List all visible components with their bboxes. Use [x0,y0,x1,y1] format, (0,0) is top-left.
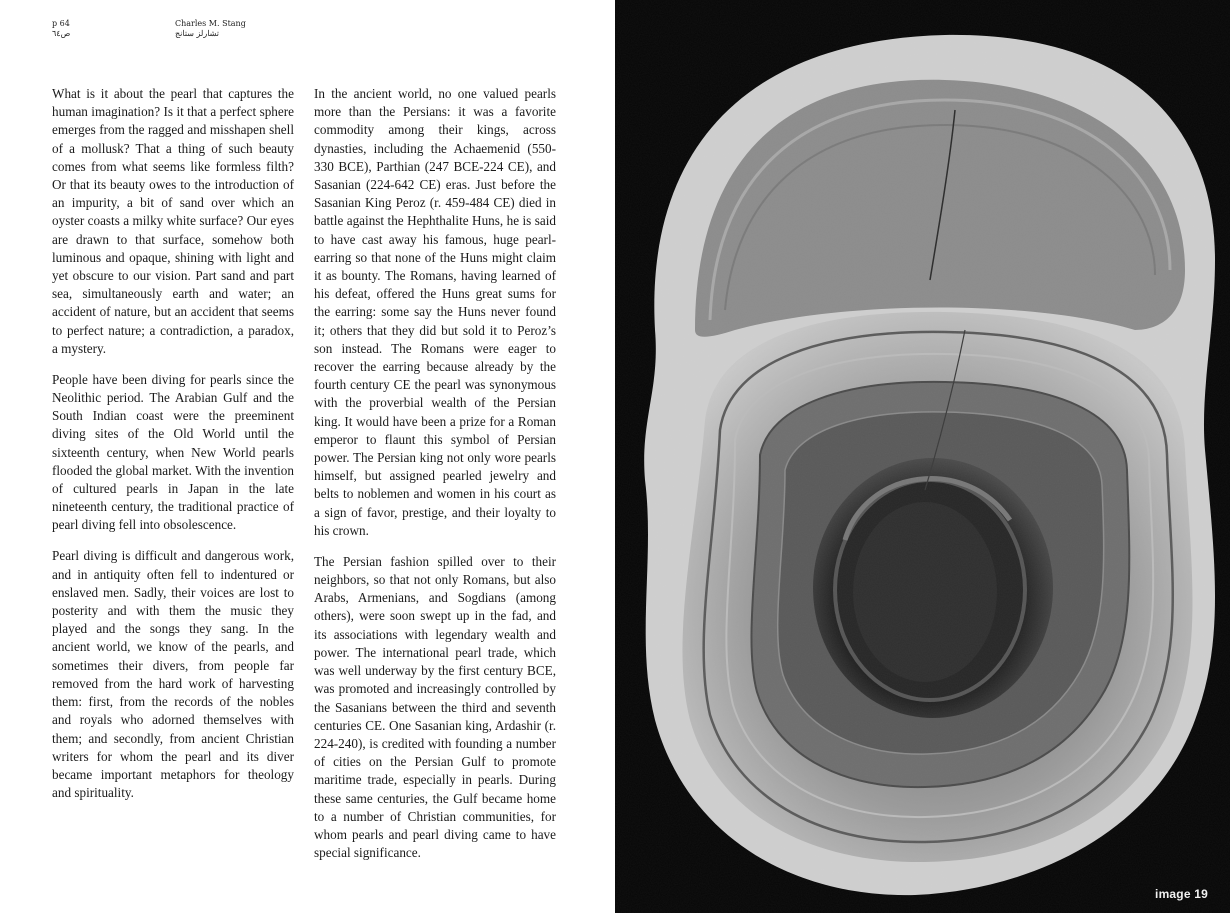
text-column-2 [314,85,556,875]
paragraph: The Persian fashion spilled over to their neighbors, so that not only Romans, but also Arabs, Armenians, and Sogdians (among others), were soon swept up in the fad, and its associations with legendary wealth and power. The international pearl trade, which was well underway by the first century BCE, was promoted and increasingly controlled by the Sasanians between the third and seventh centuries CE. One Sasanian king, Ardashir (r. 224-240), is credited with founding a number of cities on the Persian Gulf to promote maritime trade, especially in pearls. During these same centuries, the Gulf became home to a number of Christian communities, for whom pearls and pearl diving came to have special significance. [314,553,556,861]
image-page [615,0,1230,913]
page-number-arabic: ص٦٤ [52,29,71,38]
author-name: Charles M. Stang [175,19,246,28]
pearl-cross-section-image [615,0,1230,913]
page-number-latin: p 64 [52,19,70,28]
text-column-1 [52,85,294,815]
paragraph: Pearl diving is difficult and dangerous work, and in antiquity often fell to indentured or enslaved men. Sadly, their voices are lost to posterity and with them the music they played and the songs they sang. In the ancient world, we know of the pearls, and sometimes their divers, from people far removed from the hard work of harvesting them: first, from the records of the nobles and royals who adorned themselves with them; and secondly, from ancient Christian writers for whom the pearl and its diver became important metaphors for theology and spirituality. [52,548,294,801]
paragraph: What is it about the pearl that captures the human imagination? Is it that a perfect sphere emerges from the ragged and misshapen shell of a mollusk? That a thing of such beauty comes from what seems like formless filth? Or that its beauty owes to the introduction of an impurity, a bit of sand over which an oyster coasts a milky white surface? Our eyes are drawn to that surface, somehow both luminous and opaque, shining with light and yet obscure to our vision. Part sand and part sea, simultaneously earth and water; an accident of nature, but an accident that seems to perfect nature; a contradiction, a paradox, a mystery. [52,86,294,356]
running-header-author [175,19,246,39]
image-caption: image 19 [1155,887,1208,901]
author-name-arabic: تشارلز ستانج [175,29,220,38]
page-number [52,19,70,39]
paragraph: In the ancient world, no one valued pearls more than the Persians: it was a favorite commodity among their kings, across dynasties, including the Achaemenid (550-330 BCE), Parthian (247 BCE-224 CE), and Sasanian (224-642 CE) eras. Just before the Sasanian King Peroz (r. 459-484 CE) died in battle against the Hephthalite Huns, he is said to have cast away his famous, huge pearl-earring so that none of the Huns might claim it as bounty. The Romans, having learned of his defeat, offered the Huns great sums for the earring: some say the Huns never found it; others that they did but sold it to Peroz’s son instead. The Romans were eager to recover the earring because already by the fourth century CE the pearl was synonymous with the proverbial wealth of the Persian king. It would have been a prize for a Roman emperor to flaunt this symbol of Persian power. The Persian king not only wore pearls himself, but assigned pearled jewelry and belts to noblemen and women in his court as a sign of favor, prestige, and their loyalty to his crown. [314,86,556,538]
paragraph: People have been diving for pearls since the Neolithic period. The Arabian Gulf and the South Indian coast were the preeminent diving sites of the Old World until the sixteenth century, when New World pearls flooded the global market. With the invention of cultured pearls in Japan in the late nineteenth century, the traditional practice of pearl diving fell into obsolescence. [52,371,294,533]
